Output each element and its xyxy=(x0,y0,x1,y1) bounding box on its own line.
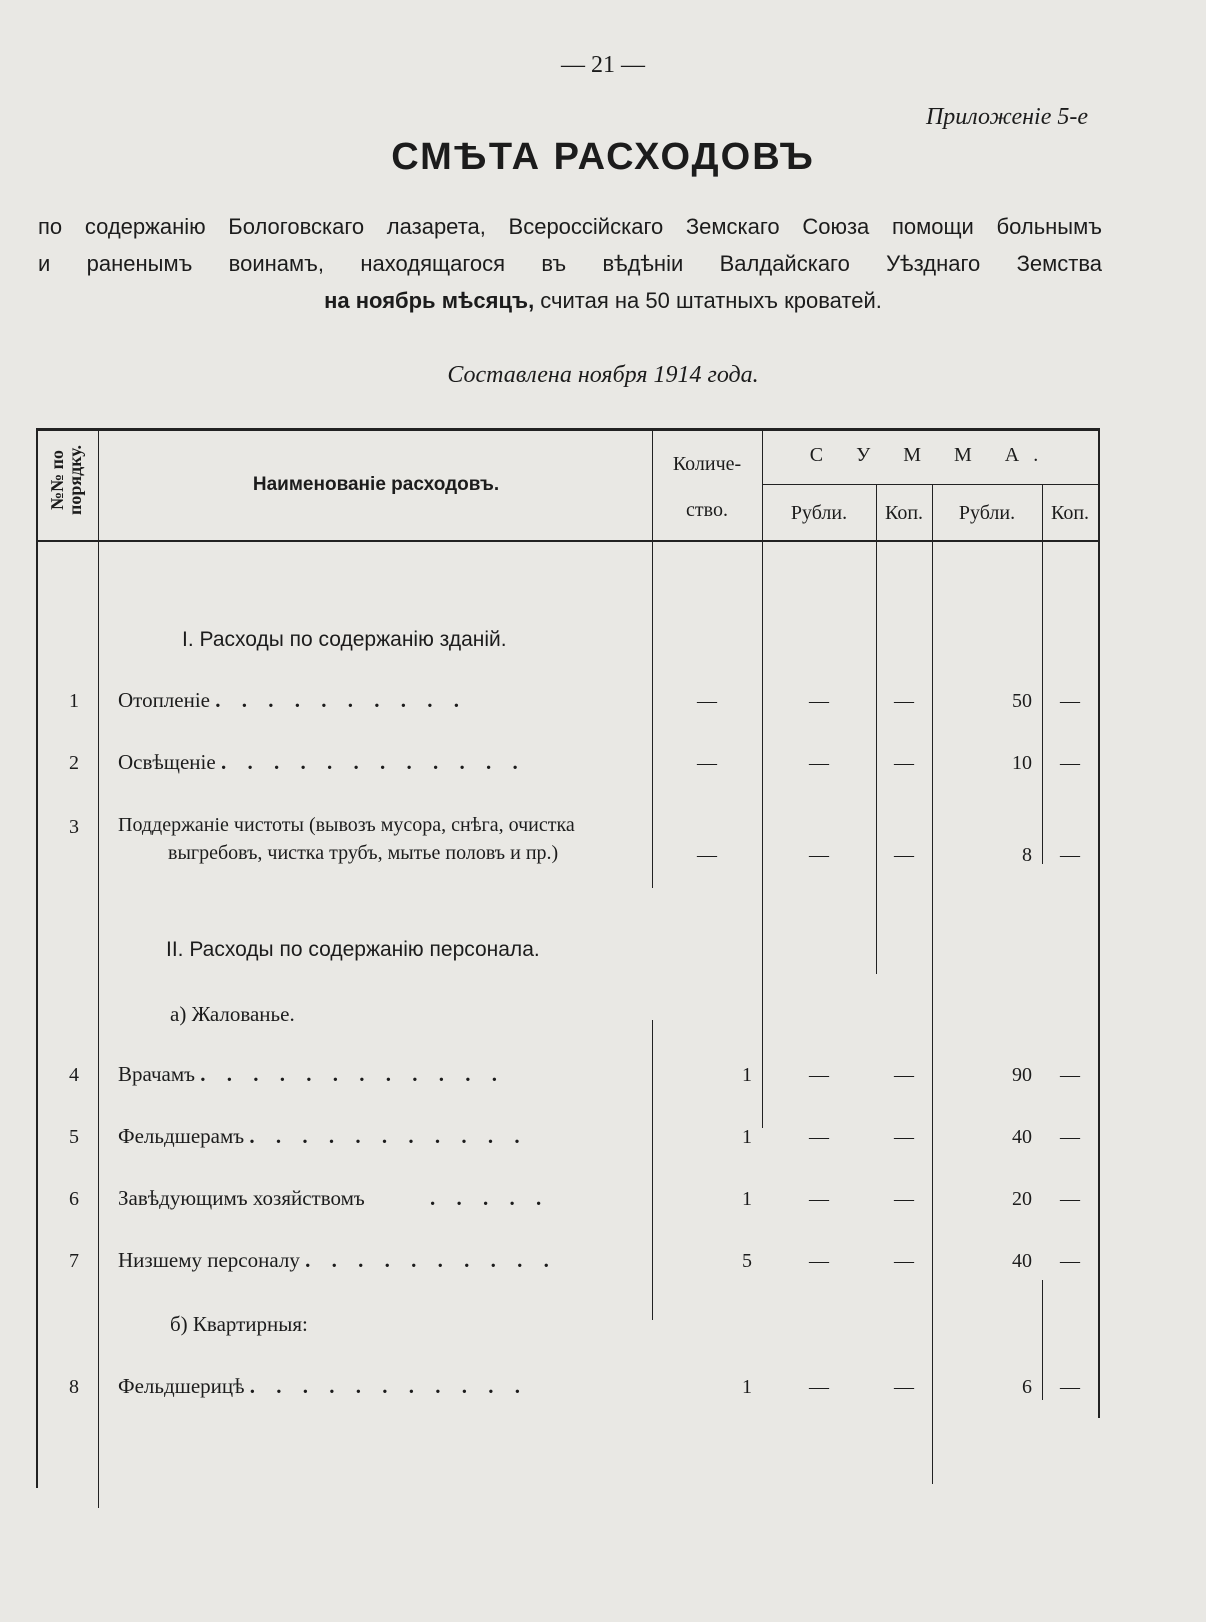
row-7-num: 7 xyxy=(69,1250,79,1272)
row-4-kop1: — xyxy=(894,1064,914,1086)
row-1-qty: — xyxy=(697,690,717,712)
row-5-num: 5 xyxy=(69,1126,79,1148)
row-1-kop2: — xyxy=(1060,690,1080,712)
row-1-kop1: — xyxy=(894,690,914,712)
col-rule-right xyxy=(1098,428,1100,1418)
row-5-kop2: — xyxy=(1060,1126,1080,1148)
row-7-rub2: 40 xyxy=(1012,1250,1032,1272)
row-6-kop2: — xyxy=(1060,1188,1080,1210)
row-3-rub2: 8 xyxy=(1022,844,1032,866)
row-2-kop2: — xyxy=(1060,752,1080,774)
row-3-rub1: — xyxy=(809,844,829,866)
row-4-num: 4 xyxy=(69,1064,79,1086)
header-bottom-rule xyxy=(36,540,1100,542)
col-rule-num xyxy=(98,428,99,1508)
header-qty-line1: Количе- xyxy=(672,453,742,475)
row-5-rub1: — xyxy=(809,1126,829,1148)
row-5-kop1: — xyxy=(894,1126,914,1148)
section-1-title: I. Расходы по содержанію зданій. xyxy=(182,628,507,651)
row-1-rub2: 50 xyxy=(1012,690,1032,712)
row-2-rub2: 10 xyxy=(1012,752,1032,774)
document-title: СМѢТА РАСХОДОВЪ xyxy=(391,136,815,178)
row-4-rub2: 90 xyxy=(1012,1064,1032,1086)
row-7-kop1: — xyxy=(894,1250,914,1272)
row-6-name: Завѣдующимъ хозяйствомъ . . . . . xyxy=(118,1186,550,1210)
row-8-kop2: — xyxy=(1060,1376,1080,1398)
row-4-kop2: — xyxy=(1060,1064,1080,1086)
row-3-num: 3 xyxy=(69,816,79,838)
header-rub1: Рубли. xyxy=(790,502,848,524)
row-2-num: 2 xyxy=(69,752,79,774)
row-8-name: Фельдшерицѣ . . . . . . . . . . . xyxy=(118,1374,529,1398)
row-4-qty: 1 xyxy=(742,1064,752,1086)
row-1-name: Отопленіе . . . . . . . . . . xyxy=(118,688,467,712)
col-rule-kop1 xyxy=(876,484,877,974)
row-4-name: Врачамъ . . . . . . . . . . . . xyxy=(118,1062,506,1086)
row-7-qty: 5 xyxy=(742,1250,752,1272)
row-5-rub2: 40 xyxy=(1012,1126,1032,1148)
subtitle-bold: на ноябрь мѣсяцъ, xyxy=(324,288,535,313)
row-5-name: Фельдшерамъ . . . . . . . . . . . xyxy=(118,1124,528,1148)
subtitle-rest: считая на 50 штатныхъ кроватей. xyxy=(534,288,882,313)
row-1-num: 1 xyxy=(69,690,79,712)
row-3-kop2: — xyxy=(1060,844,1080,866)
row-7-kop2: — xyxy=(1060,1250,1080,1272)
row-8-rub2: 6 xyxy=(1022,1376,1032,1398)
row-3-kop1: — xyxy=(894,844,914,866)
table-top-rule xyxy=(36,428,1100,431)
row-6-kop1: — xyxy=(894,1188,914,1210)
row-2-qty: — xyxy=(697,752,717,774)
header-kop2: Коп. xyxy=(1050,502,1090,524)
row-6-qty: 1 xyxy=(742,1188,752,1210)
page-number: — 21 — xyxy=(561,52,645,78)
row-7-rub1: — xyxy=(809,1250,829,1272)
row-6-rub1: — xyxy=(809,1188,829,1210)
row-5-qty: 1 xyxy=(742,1126,752,1148)
header-rub2: Рубли. xyxy=(958,502,1016,524)
compiled-date: Составлена ноября 1914 года. xyxy=(447,362,759,388)
section-2-title: II. Расходы по содержанію персонала. xyxy=(166,938,540,961)
col-rule-left xyxy=(36,428,38,1488)
header-sum: С У М М А. xyxy=(809,444,1053,466)
row-1-rub1: — xyxy=(809,690,829,712)
subtitle-line-2: и раненымъ воинамъ, находящагося въ вѣдѣніи Валдайскаго Уѣзднаго Земства xyxy=(38,251,1102,276)
subsection-salary: а) Жалованье. xyxy=(170,1002,295,1026)
row-3-qty: — xyxy=(697,844,717,866)
header-kop1: Коп. xyxy=(884,502,924,524)
col-rule-kop2 xyxy=(1042,484,1043,864)
col-rule-name xyxy=(652,428,653,888)
row-6-num: 6 xyxy=(69,1188,79,1210)
row-8-qty: 1 xyxy=(742,1376,752,1398)
appendix-label: Приложеніе 5-е xyxy=(925,104,1088,130)
row-2-kop1: — xyxy=(894,752,914,774)
row-8-rub1: — xyxy=(809,1376,829,1398)
row-3-name-cont: выгребовъ, чистка трубъ, мытье половъ и пр.) xyxy=(168,842,559,864)
subtitle-line-1: по содержанію Бологовскаго лазарета, Всероссійскаго Земскаго Союза помощи больнымъ xyxy=(38,214,1102,239)
header-num: №№ по порядку. xyxy=(47,444,85,516)
header-qty-line2: ство. xyxy=(686,499,728,521)
header-name: Наименованіе расходовъ. xyxy=(252,474,500,495)
row-3-name: Поддержаніе чистоты (вывозъ мусора, снѣга, очистка xyxy=(118,814,575,836)
sum-subheader-rule xyxy=(762,484,1100,485)
col-rule-rub2 xyxy=(932,484,933,1484)
row-6-rub2: 20 xyxy=(1012,1188,1032,1210)
subsection-quarters: б) Квартирныя: xyxy=(170,1312,308,1336)
row-8-kop1: — xyxy=(894,1376,914,1398)
subtitle-line-3 xyxy=(0,288,1206,314)
row-4-rub1: — xyxy=(809,1064,829,1086)
row-2-name: Освѣщеніе . . . . . . . . . . . . xyxy=(118,750,526,774)
col-rule-qty xyxy=(762,428,763,1128)
row-8-num: 8 xyxy=(69,1376,79,1398)
row-7-name: Низшему персоналу . . . . . . . . . . xyxy=(118,1248,557,1272)
row-2-rub1: — xyxy=(809,752,829,774)
